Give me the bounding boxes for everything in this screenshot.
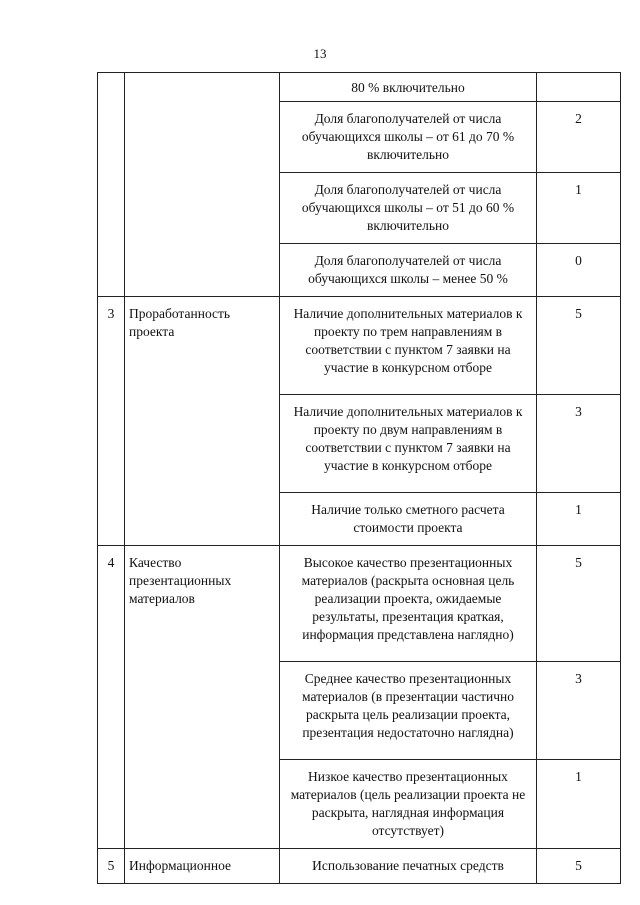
criterion-description: Доля благополучателей от числа обучающихся школы – от 51 до 60 % включительно [280,173,537,244]
criterion-score: 2 [537,102,621,173]
criterion-score: 0 [537,244,621,297]
criterion-score: 3 [537,395,621,493]
table-row [98,73,621,102]
criterion-number: 5 [98,849,125,884]
criterion-name: Качество презентационных материалов [125,546,280,849]
criterion-score: 1 [537,493,621,546]
criterion-description: Доля благополучателей от числа обучающихся школы – от 61 до 70 % включительно [280,102,537,173]
criterion-description: Доля благополучателей от числа обучающихся школы – менее 50 % [280,244,537,297]
criterion-description: 80 % включительно [280,73,537,102]
criterion-description: Высокое качество презентационных материалов (раскрыта основная цель реализации проекта, ожидаемые результаты, презентация краткая, информация представлена наглядно) [280,546,537,662]
criterion-description: Наличие только сметного расчета стоимости проекта [280,493,537,546]
criterion-score: 5 [537,546,621,662]
criterion-number: 4 [98,546,125,849]
table-row [98,546,621,662]
criteria-table [97,72,621,884]
criterion-name: Проработанность проекта [125,297,280,546]
table-row [98,849,621,884]
criterion-description: Использование печатных средств [280,849,537,884]
criterion-score: 3 [537,662,621,760]
table-row [98,297,621,395]
criterion-score [537,73,621,102]
page-number: 13 [313,46,327,61]
criterion-name: Информационное [125,849,280,884]
criterion-score: 5 [537,297,621,395]
criterion-score: 5 [537,849,621,884]
criterion-description: Наличие дополнительных материалов к проекту по трем направлениям в соответствии с пунктом 7 заявки на участие в конкурсном отборе [280,297,537,395]
criterion-description: Среднее качество презентационных материалов (в презентации частично раскрыта цель реализации проекта, презентация недостаточно наглядна) [280,662,537,760]
criterion-description: Наличие дополнительных материалов к проекту по двум направлениям в соответствии с пунктом 7 заявки на участие в конкурсном отборе [280,395,537,493]
criterion-score: 1 [537,760,621,849]
criterion-number [98,73,125,297]
criterion-number: 3 [98,297,125,546]
criterion-score: 1 [537,173,621,244]
criterion-name [125,73,280,297]
criterion-description: Низкое качество презентационных материалов (цель реализации проекта не раскрыта, наглядная информация отсутствует) [280,760,537,849]
